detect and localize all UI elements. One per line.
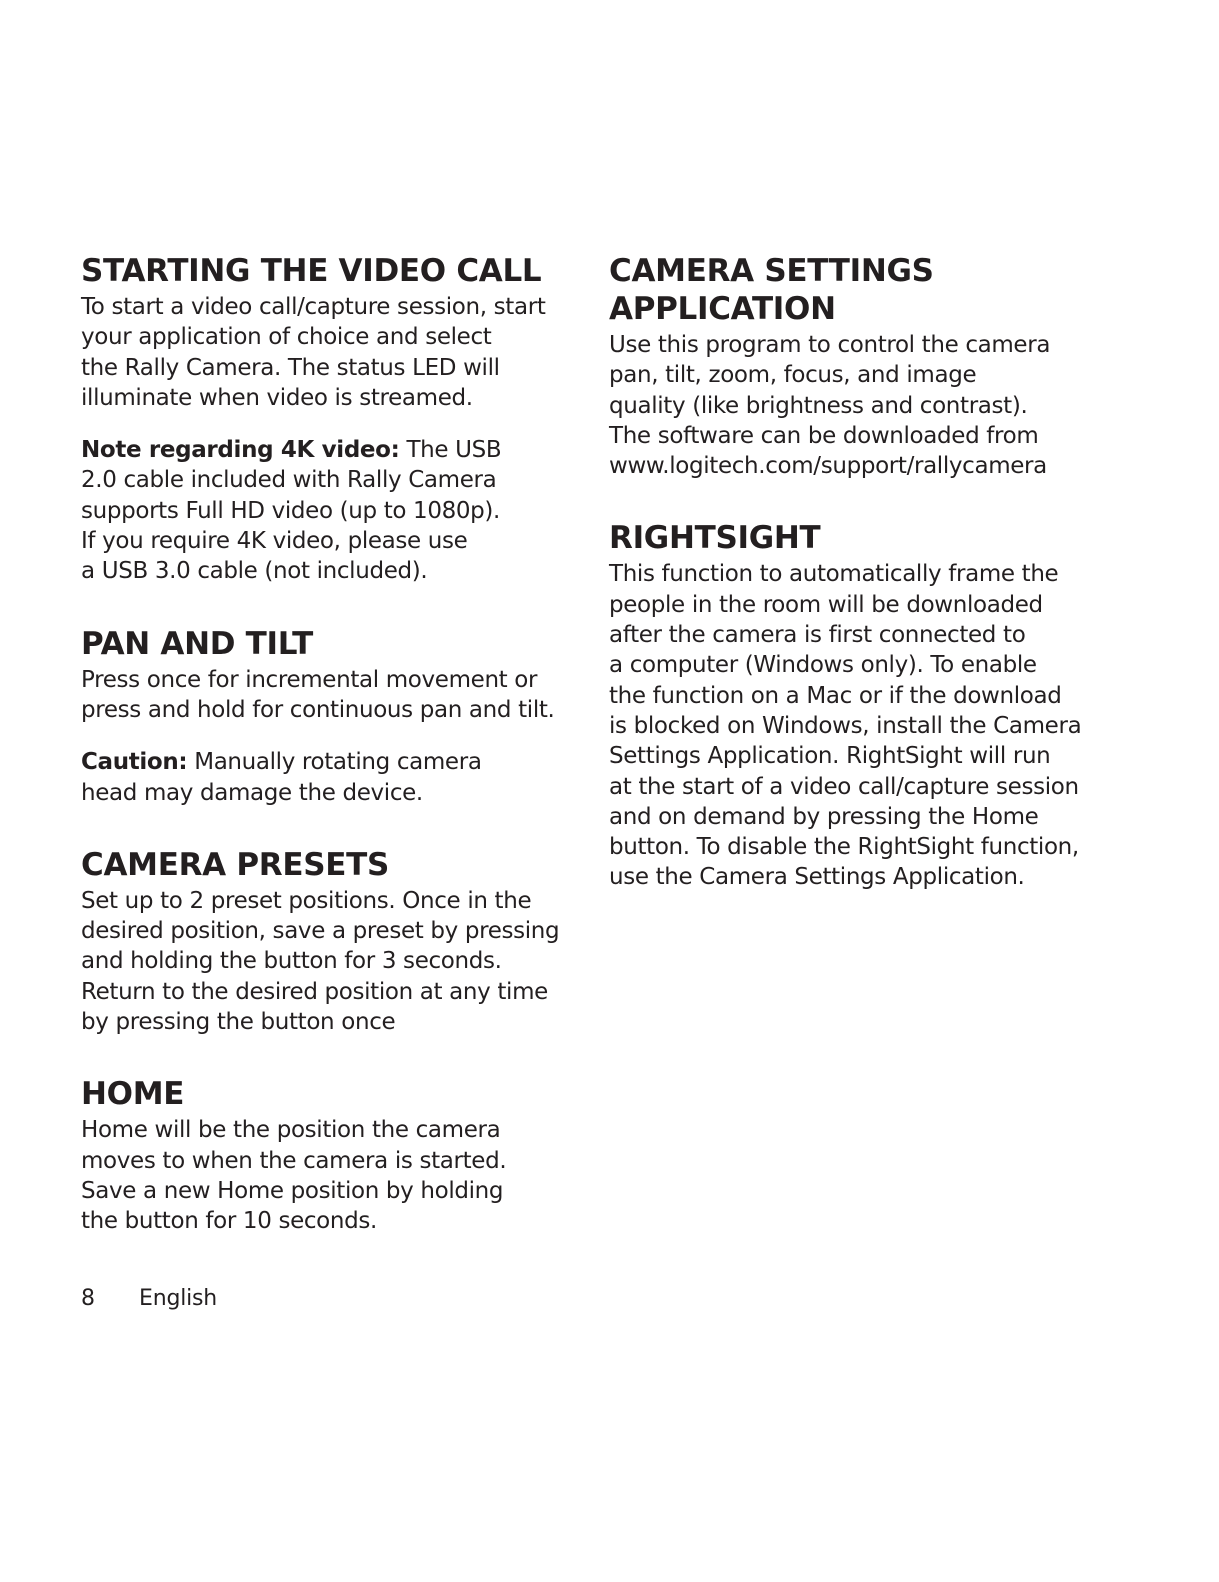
text-line: Return to the desired position at any time <box>81 978 548 1005</box>
section-camera-settings-application <box>609 252 1109 481</box>
section-rightsight <box>609 519 1109 892</box>
text-line: Use this program to control the camera <box>609 332 1051 358</box>
text-line <box>81 747 576 777</box>
section-heading: CAMERA PRESETS <box>81 846 389 883</box>
section-body <box>609 330 1109 481</box>
section-body <box>609 559 1109 892</box>
section-camera-presets <box>81 846 576 1037</box>
section-heading: RIGHTSIGHT <box>609 520 821 557</box>
text-line: 2.0 cable included with Rally Camera <box>81 467 497 494</box>
text-line: after the camera is first connected to <box>609 622 1026 649</box>
text-line: Home will be the position the camera <box>81 1117 501 1144</box>
text-line: use the Camera Settings Application. <box>609 864 1025 891</box>
text-line: press and hold for continuous pan and tilt. <box>81 696 555 723</box>
note-label: Note regarding 4K video: <box>81 437 400 464</box>
text-line: is blocked on Windows, install the Camera <box>609 712 1082 739</box>
text-line: button. To disable the RightSight function, <box>609 834 1079 861</box>
text-line: If you require 4K video, please use <box>81 528 468 555</box>
heading-line: APPLICATION <box>609 291 836 327</box>
text-line: Settings Application. RightSight will run <box>609 743 1051 770</box>
text-line: the Rally Camera. The status LED will <box>81 354 500 381</box>
text-line: by pressing the button once <box>81 1009 396 1036</box>
section-pan-and-tilt <box>81 625 576 808</box>
caution-text: Manually rotating camera <box>187 749 482 776</box>
support-url: www.logitech.com/support/rallycamera <box>609 453 1047 480</box>
text-line: the button for 10 seconds. <box>81 1208 377 1235</box>
section-heading <box>609 252 1109 328</box>
section-body <box>81 886 576 1037</box>
note-4k-video <box>81 435 576 586</box>
text-line: at the start of a video call/capture session <box>609 773 1079 800</box>
text-line: your application of choice and select <box>81 324 492 351</box>
text-line: Set up to 2 preset positions. Once in the <box>81 887 532 914</box>
text-line: Press once for incremental movement or <box>81 666 538 693</box>
text-line: people in the room will be downloaded <box>609 591 1043 618</box>
section-starting-video-call <box>81 252 576 587</box>
section-home <box>81 1075 576 1236</box>
section-body <box>81 665 576 726</box>
text-line: the function on a Mac or if the download <box>609 682 1062 709</box>
caution-note <box>81 747 576 808</box>
text-line: moves to when the camera is started. <box>81 1147 507 1174</box>
text-line: To start a video call/capture session, start <box>81 294 546 320</box>
text-line: quality (like brightness and contrast). <box>609 392 1028 419</box>
text-line: and on demand by pressing the Home <box>609 803 1039 830</box>
text-line: illuminate when video is streamed. <box>81 384 473 411</box>
page-footer <box>81 1284 217 1314</box>
text-line: pan, tilt, zoom, focus, and image <box>609 362 977 389</box>
text-line: desired position, save a preset by pressing <box>81 918 560 945</box>
page-language: English <box>139 1286 218 1311</box>
text-line: a computer (Windows only). To enable <box>609 652 1037 679</box>
caution-label: Caution: <box>81 749 188 776</box>
heading-line: CAMERA SETTINGS <box>609 253 934 289</box>
text-line <box>81 435 576 465</box>
text-line: a USB 3.0 cable (not included). <box>81 558 428 585</box>
text-line: The software can be downloaded from <box>609 422 1039 449</box>
section-body <box>81 1115 576 1236</box>
text-line: This function to automatically frame the <box>609 561 1059 588</box>
section-heading: PAN AND TILT <box>81 625 313 662</box>
text-line: Save a new Home position by holding <box>81 1177 504 1204</box>
section-body <box>81 292 576 413</box>
text-line: supports Full HD video (up to 1080p). <box>81 497 501 524</box>
page-number: 8 <box>81 1286 95 1311</box>
right-column <box>609 252 1109 893</box>
left-column <box>81 252 576 1237</box>
section-heading: STARTING THE VIDEO CALL <box>81 253 542 289</box>
note-text: The USB <box>399 437 502 464</box>
section-heading: HOME <box>81 1076 185 1113</box>
text-line: head may damage the device. <box>81 779 423 806</box>
text-line: and holding the button for 3 seconds. <box>81 948 502 975</box>
